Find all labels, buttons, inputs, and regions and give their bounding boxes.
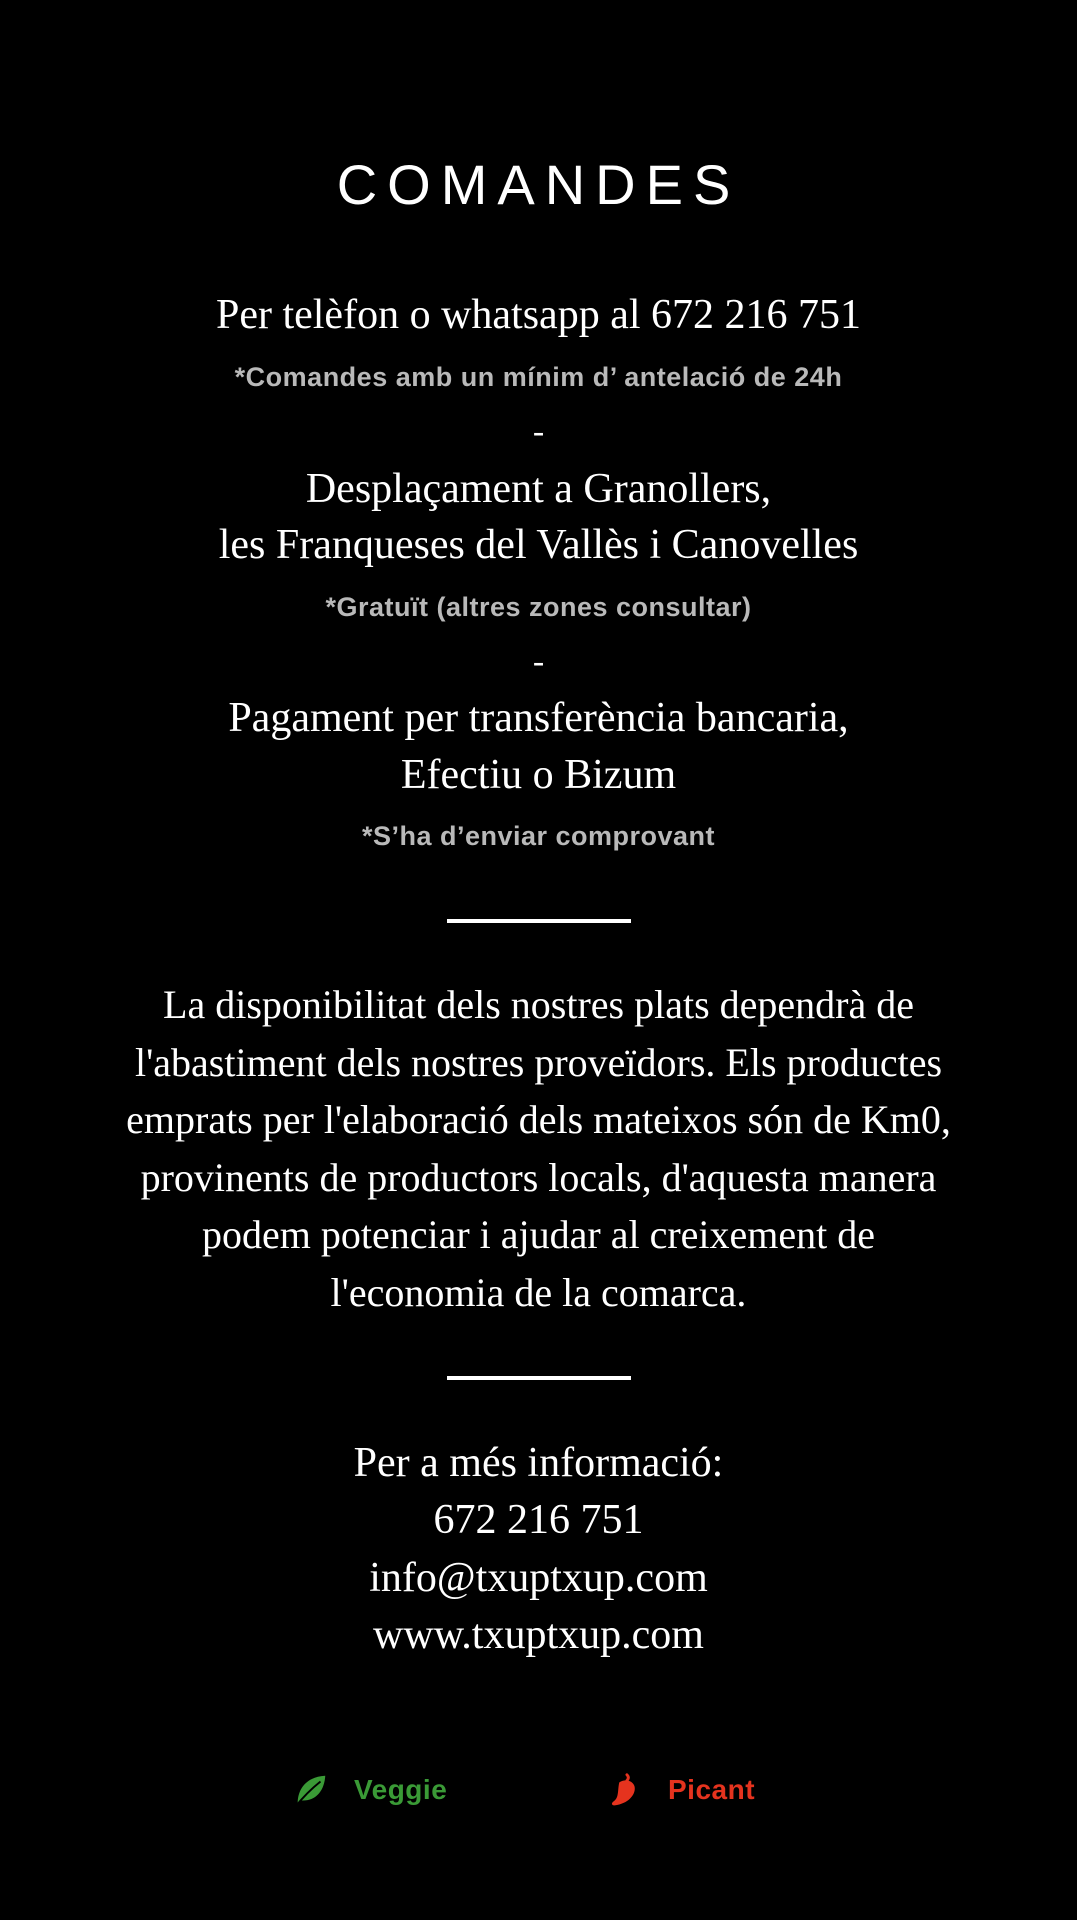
payment-note: *S’ha d’enviar comprovant bbox=[361, 821, 716, 851]
availability-line: emprats per l'elaboració dels mateixos són de Km0, bbox=[126, 1097, 951, 1142]
order-advance-note: *Comandes amb un mínim d’ antelació de 24h bbox=[234, 362, 843, 392]
separator-dash: - bbox=[532, 413, 545, 450]
contact-phone-link[interactable]: 672 216 751 bbox=[433, 1497, 644, 1543]
divider bbox=[447, 919, 631, 923]
legend-veggie bbox=[292, 1768, 447, 1812]
page-title: COMANDES bbox=[336, 153, 741, 216]
divider bbox=[447, 1376, 631, 1380]
legend-spicy-label: Picant bbox=[668, 1774, 756, 1805]
availability-line: La disponibilitat dels nostres plats dependrà de bbox=[163, 982, 914, 1027]
legend-spicy bbox=[606, 1768, 755, 1812]
delivery-line-2: les Franqueses del Vallès i Canovelles bbox=[218, 522, 859, 568]
availability-line: l'abastiment dels nostres proveïdors. Els productes bbox=[134, 1039, 943, 1085]
legend-veggie-label: Veggie bbox=[354, 1774, 448, 1805]
payment-line-1: Pagament per transferència bancaria, bbox=[228, 695, 849, 741]
availability-line: provinents de productors locals, d'aquesta manera bbox=[140, 1154, 937, 1200]
order-phone-line: Per telèfon o whatsapp al 672 216 751 bbox=[215, 292, 862, 338]
availability-paragraph bbox=[70, 976, 1007, 1321]
contact-email-link[interactable]: info@txuptxup.com bbox=[369, 1555, 708, 1601]
contact-website-link[interactable]: www.txuptxup.com bbox=[373, 1612, 704, 1658]
availability-line: l'economia de la comarca. bbox=[330, 1269, 747, 1315]
delivery-line-1: Desplaçament a Granollers, bbox=[305, 466, 772, 512]
payment-line-2: Efectiu o Bizum bbox=[400, 752, 677, 798]
leaf-icon bbox=[292, 1771, 330, 1809]
separator-dash: - bbox=[532, 643, 545, 680]
delivery-note: *Gratuït (altres zones consultar) bbox=[325, 592, 752, 622]
contact-heading: Per a més informació: bbox=[353, 1440, 724, 1486]
chili-pepper-icon bbox=[606, 1771, 644, 1809]
availability-line: podem potenciar i ajudar al creixement de bbox=[201, 1212, 876, 1257]
